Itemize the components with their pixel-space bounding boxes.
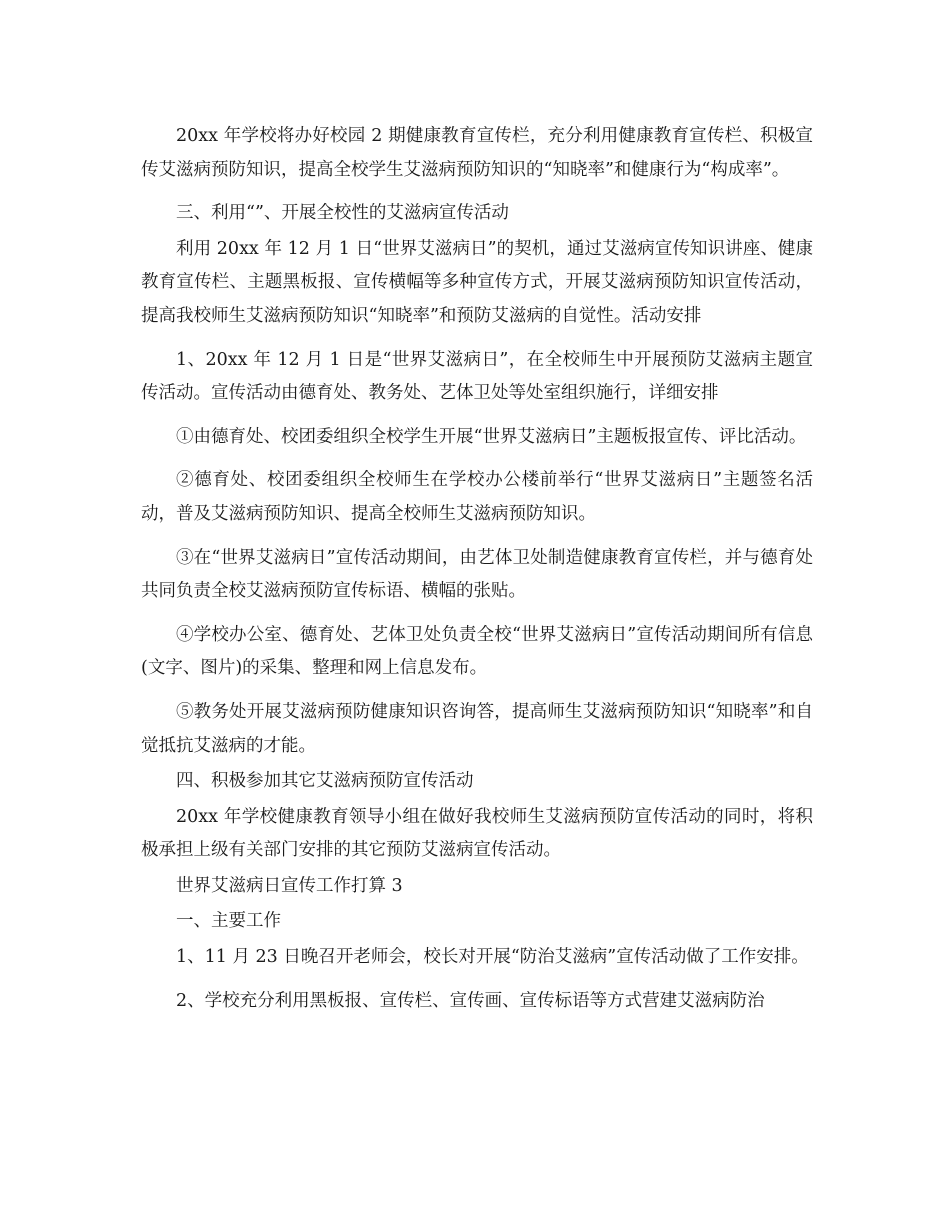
document-body bbox=[141, 120, 813, 1020]
paragraph-item-1: 1、20xx 年 12 月 1 日是“世界艾滋病日”，在全校师生中开展预防艾滋病主题宣传活动。宣传活动由德育处、教务处、艺体卫处等处室组织施行，详细安排 bbox=[141, 349, 813, 404]
paragraph-aids-day-opportunity: 利用 20xx 年 12 月 1 日“世界艾滋病日”的契机，通过艾滋病宣传知识讲座、健康教育宣传栏、主题黑板报、宣传横幅等多种宣传方式，开展艾滋病预防知识宣传活动，提高我校师生艾滋病预防知识“知晓率”和预防艾滋病的自觉性。活动安排 bbox=[141, 238, 813, 326]
paragraph-sub-item-2: ②德育处、校团委组织全校师生在学校办公楼前举行“世界艾滋病日”主题签名活动，普及艾滋病预防知识、提高全校师生艾滋病预防知识。 bbox=[141, 470, 813, 524]
paragraph-leadership-group: 20xx 年学校健康教育领导小组在做好我校师生艾滋病预防宣传活动的同时，将积极承担上级有关部门安排的其它预防艾滋病宣传活动。 bbox=[141, 806, 813, 861]
section-heading-four: 四、积极参加其它艾滋病预防宣传活动 bbox=[176, 771, 474, 792]
plan-title-3: 世界艾滋病日宣传工作打算 3 bbox=[176, 875, 403, 896]
paragraph-sub-item-5: ⑤教务处开展艾滋病预防健康知识咨询答，提高师生艾滋病预防知识“知晓率”和自觉抵抗艾滋病的才能。 bbox=[141, 701, 813, 756]
paragraph-work-item-1: 1、11 月 23 日晚召开老师会，校长对开展“防治艾滋病”宣传活动做了工作安排。 bbox=[176, 947, 809, 968]
paragraph-sub-item-4: ④学校办公室、德育处、艺体卫处负责全校“世界艾滋病日”宣传活动期间所有信息(文字、图片)的采集、整理和网上信息发布。 bbox=[141, 624, 813, 679]
paragraph-work-item-2: 2、学校充分利用黑板报、宣传栏、宣传画、宣传标语等方式营建艾滋病防治 bbox=[176, 990, 765, 1011]
paragraph-sub-item-1: ①由德育处、校团委组织全校学生开展“世界艾滋病日”主题板报宣传、评比活动。 bbox=[176, 426, 807, 447]
section-heading-three: 三、利用“”、开展全校性的艾滋病宣传活动 bbox=[176, 203, 509, 224]
paragraph-sub-item-3: ③在“世界艾滋病日”宣传活动期间，由艺体卫处制造健康教育宣传栏，并与德育处共同负责全校艾滋病预防宣传标语、横幅的张贴。 bbox=[141, 547, 813, 602]
section-heading-main-work: 一、主要工作 bbox=[176, 911, 281, 932]
paragraph-health-board: 20xx 年学校将办好校园 2 期健康教育宣传栏，充分利用健康教育宣传栏、积极宣传艾滋病预防知识，提高全校学生艾滋病预防知识的“知晓率”和健康行为“构成率”。 bbox=[141, 126, 813, 180]
